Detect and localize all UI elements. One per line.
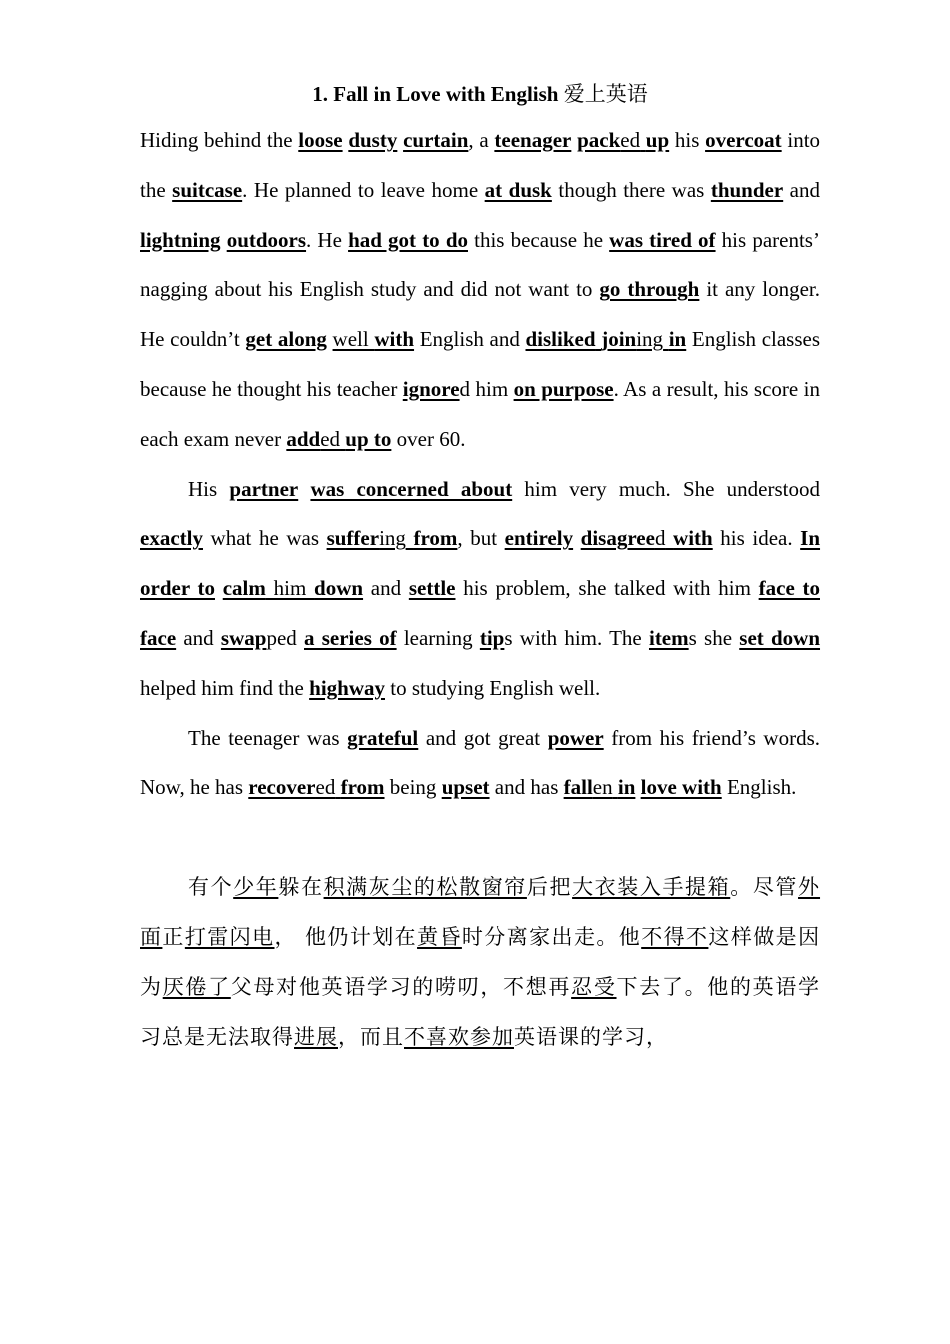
vocab-term: on purpose (513, 376, 614, 401)
vocab-term-cn: 黄昏 (417, 924, 462, 949)
vocab-term: settle (408, 576, 456, 601)
vocab-term-cn: 不得不 (641, 924, 709, 949)
translation-text: 躲在 (278, 875, 324, 900)
vocab-term: at dusk (484, 177, 552, 202)
vocab-term: ignore (402, 376, 460, 401)
vocab-term: suitcase (172, 177, 243, 202)
vocab-term: get along (245, 327, 327, 352)
translation-text: 后把 (526, 875, 573, 900)
vocab-term: power (547, 725, 604, 750)
vocab-term: curtain (403, 128, 469, 152)
paragraph-text: ed (320, 426, 341, 451)
paragraph-text: his parents’ nagging about his English study and did not want to (140, 227, 820, 302)
translation-text: 。尽管 (730, 875, 799, 900)
paragraph-3 (140, 714, 820, 814)
vocab-term: up (645, 128, 670, 152)
paragraph-text: his problem, she talked with him (455, 576, 759, 601)
paragraph-text (573, 526, 581, 550)
vocab-term: from (340, 775, 385, 800)
paragraph-text: helped him find the (140, 675, 310, 700)
paragraph-text: and (363, 576, 409, 601)
translation-text: 时分离家出走。他 (461, 924, 642, 949)
vocab-term: go through (599, 277, 700, 302)
vocab-term-cn: 外面 (140, 875, 821, 949)
vocab-term: fall (563, 775, 593, 800)
translation-text: 英语课的学习， (514, 1024, 668, 1049)
translation-text: ， 他仍计划在 (274, 924, 418, 949)
paragraph-text: , but (457, 526, 505, 551)
vocab-term: face to face (140, 576, 820, 650)
vocab-term: outdoors (226, 227, 307, 252)
vocab-term: with (673, 526, 713, 551)
paragraph-text: English. (721, 775, 797, 800)
paragraph-text: learning (396, 625, 480, 650)
vocab-term: grateful (347, 725, 419, 750)
paragraph-text: English and (414, 327, 526, 352)
vocab-term: love with (640, 775, 722, 800)
vocab-term: recover (248, 775, 316, 800)
paragraph-text: him very much. She understood (512, 476, 820, 501)
paragraph-text: ed (620, 128, 641, 152)
paragraph-text: . He (306, 227, 349, 252)
vocab-term: had got to do (348, 227, 468, 252)
vocab-term: was concerned about (310, 476, 513, 501)
vocab-term: partner (229, 476, 299, 501)
vocab-term: entirely (504, 526, 574, 551)
vocab-term-cn: 大衣装入手提箱 (572, 875, 731, 900)
paragraph-text: into the (140, 128, 821, 202)
vocab-term: loose (298, 128, 343, 152)
paragraph-text: over 60. (391, 426, 466, 451)
vocab-term: down (314, 576, 364, 601)
vocab-term: disliked (525, 327, 596, 352)
vocab-term: dusty (348, 128, 398, 152)
document-page (140, 72, 820, 1062)
vocab-term: up to (345, 426, 392, 451)
paragraph-text: it any longer. He couldn’t (140, 277, 820, 352)
paragraph-text (298, 477, 310, 501)
paragraph-text: His (188, 476, 230, 501)
paragraph-text: him (265, 576, 315, 601)
vocab-term: calm (222, 576, 266, 601)
paragraph-text: and (176, 625, 221, 650)
paragraph-text: ing (379, 526, 406, 551)
paragraph-text: to studying English well. (385, 675, 601, 700)
vocab-term: tip (479, 625, 505, 650)
translation-text: 父母对他英语学习的唠叨，不想再 (230, 974, 572, 999)
paragraph-1 (140, 116, 820, 465)
vocab-term: with (374, 327, 415, 352)
vocab-term: upset (441, 775, 490, 800)
page-title (140, 72, 820, 116)
vocab-term: was tired of (609, 227, 716, 252)
vocab-term: suffer (326, 526, 380, 551)
paragraph-gap (140, 813, 820, 863)
title-english: 1. Fall in Love with English (312, 82, 559, 106)
paragraph-text (215, 576, 223, 600)
vocab-term-cn: 积满灰尘的松散窗帘 (323, 875, 527, 900)
paragraph-text: and got great (418, 725, 548, 750)
paragraph-text: The teenager was (188, 725, 348, 750)
vocab-term: disagree (580, 526, 655, 551)
vocab-term: set down (739, 625, 821, 650)
paragraph-text: d him (459, 376, 514, 401)
paragraph-text: from his friend’s words. Now, he has (140, 725, 821, 800)
paragraph-text: his idea. (712, 526, 801, 551)
paragraph-text: ing (636, 327, 664, 352)
chinese-translation (140, 863, 820, 1062)
paragraph-text: though there was (551, 177, 711, 202)
vocab-term: in (617, 775, 636, 800)
paragraph-text: his (669, 128, 706, 152)
paragraph-text (665, 526, 673, 550)
vocab-term: swap (220, 625, 267, 650)
paragraph-text: and (783, 177, 821, 202)
vocab-term: join (601, 327, 637, 352)
vocab-term-cn: 少年 (233, 875, 279, 900)
paragraph-text: well (332, 327, 375, 352)
vocab-term: highway (309, 675, 385, 700)
translation-text: ，而且 (338, 1024, 404, 1049)
paragraph-text: ped (266, 625, 304, 650)
vocab-term: item (648, 625, 689, 650)
vocab-term: teenager (494, 128, 572, 152)
paragraph-text: and has (489, 775, 564, 800)
paragraph-text: , a (468, 128, 495, 152)
vocab-term-cn: 进展 (294, 1024, 338, 1049)
paragraph-text: d (654, 526, 666, 551)
vocab-term: In order to (140, 526, 821, 601)
vocab-term: overcoat (705, 128, 782, 152)
translation-text: 有个 (188, 875, 234, 900)
paragraph-text: being (384, 775, 442, 800)
paragraph-text: . He planned to leave home (242, 177, 485, 202)
vocab-term: lightning (140, 227, 221, 252)
vocab-term: exactly (140, 526, 203, 551)
vocab-term: in (668, 327, 687, 352)
vocab-term: add (286, 426, 321, 451)
vocab-term: from (413, 526, 458, 551)
vocab-term-cn: 厌倦了 (162, 974, 231, 999)
paragraph-text: . As a result, his score in each exam never (140, 376, 820, 451)
paragraph-text: s with him. The (504, 625, 649, 650)
vocab-term: a series of (304, 625, 397, 650)
paragraph-text: what he was (202, 526, 327, 551)
paragraph-text: Hiding behind the (140, 128, 299, 152)
vocab-term: thunder (710, 177, 784, 202)
vocab-term: pack (577, 128, 621, 152)
paragraph-2 (140, 465, 820, 714)
paragraph-text: s she (688, 625, 740, 650)
translation-text: 这样做是因为 (140, 924, 821, 999)
paragraph-text: English classes because he thought his teacher (140, 327, 821, 401)
title-chinese: 爱上英语 (563, 82, 648, 106)
translation-text: 正 (162, 924, 185, 949)
paragraph-text: this because he (468, 227, 610, 252)
vocab-term-cn: 打雷闪电 (184, 924, 275, 949)
vocab-term-cn: 不喜欢参加 (404, 1024, 514, 1049)
paragraph-text: ed (315, 775, 336, 800)
paragraph-text: en (592, 775, 613, 800)
translation-text: 下去了。他的英语学习总是无法取得 (140, 974, 821, 1049)
vocab-term-cn: 忍受 (571, 974, 617, 999)
